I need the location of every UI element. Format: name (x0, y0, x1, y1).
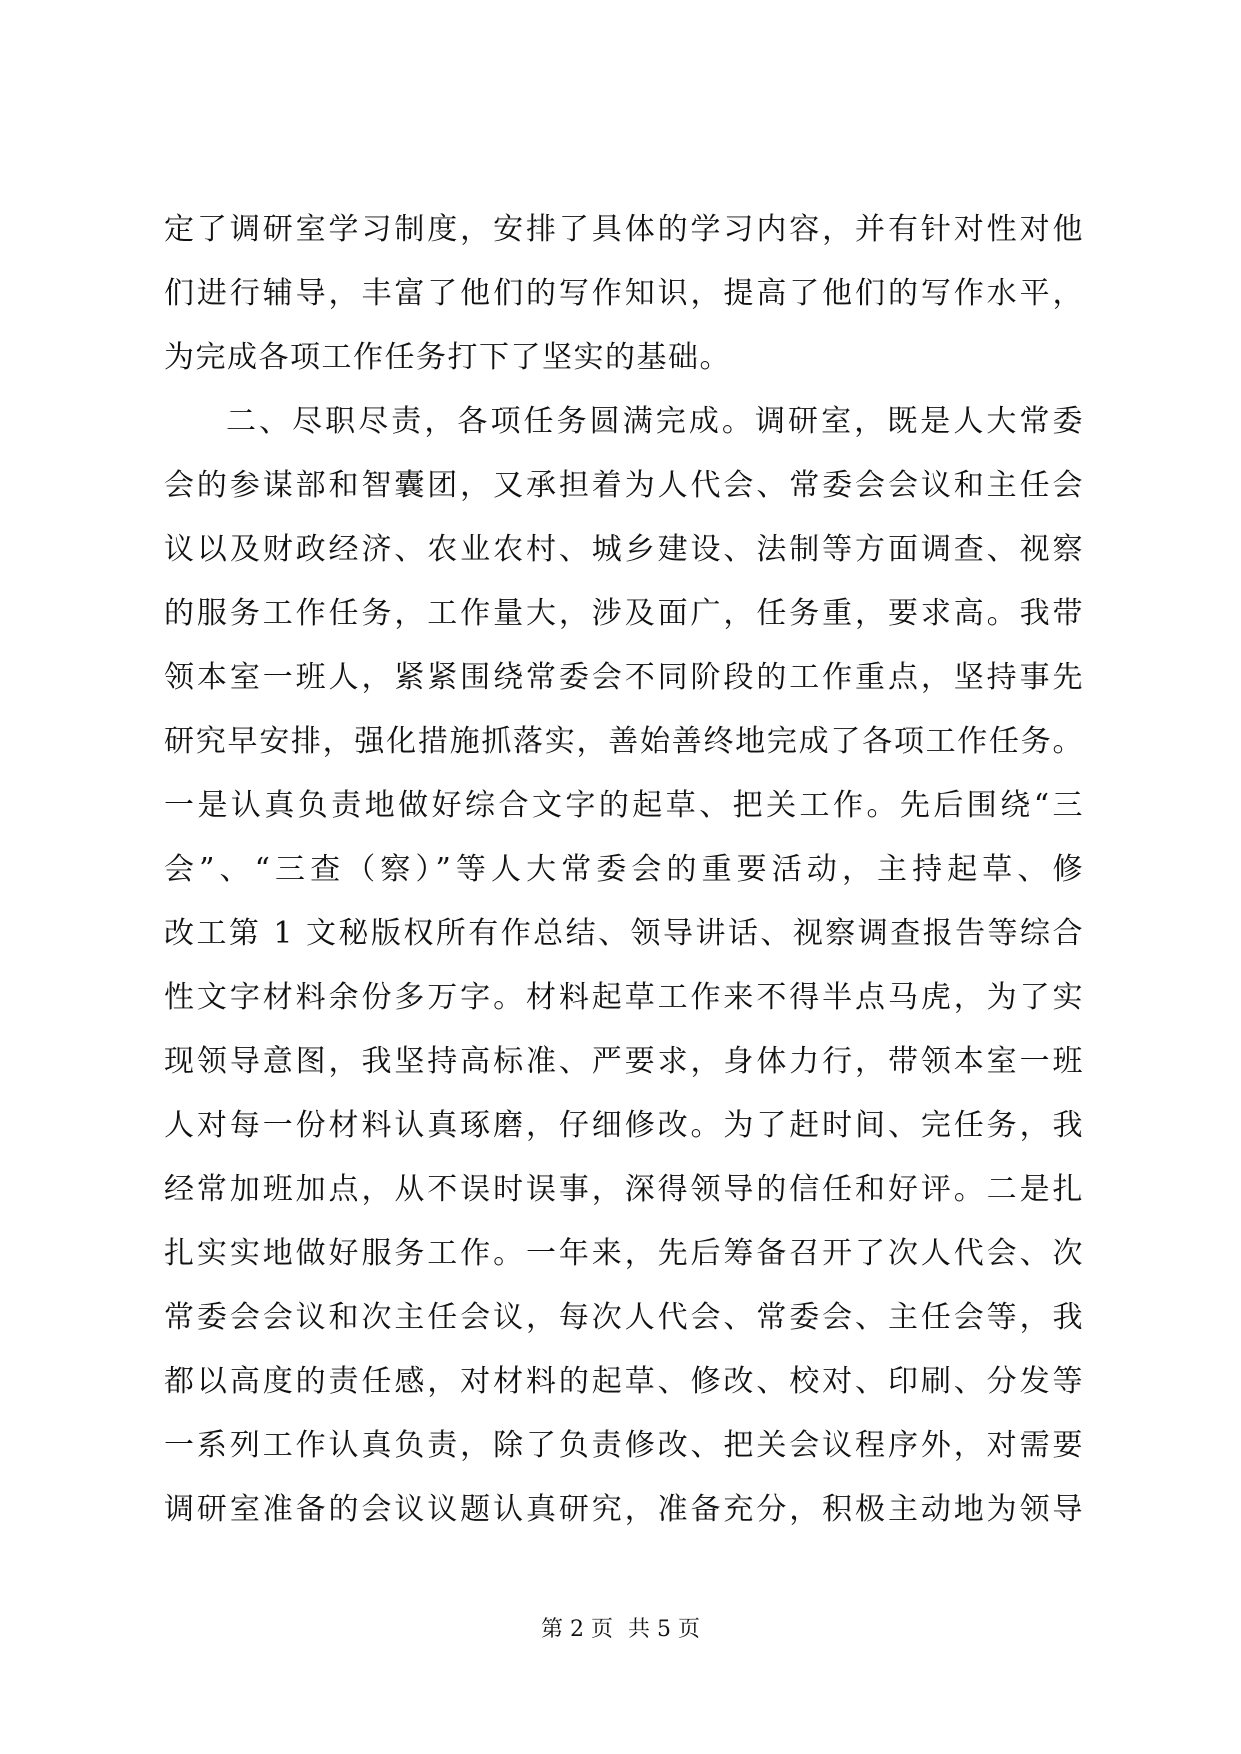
text-line: 们进行辅导，丰富了他们的写作知识，提高了他们的写作水平， (164, 276, 1084, 311)
text-line: 扎实实地做好服务工作。一年来，先后筹备召开了次人代会、次 (164, 1236, 1084, 1271)
text-line: 一系列工作认真负责，除了负责修改、把关会议程序外，对需要 (164, 1428, 1084, 1463)
text-line: 现领导意图，我坚持高标准、严要求，身体力行，带领本室一班 (164, 1044, 1084, 1079)
text-line: 改工第 1 文秘版权所有作总结、领导讲话、视察调查报告等综合 (164, 916, 1084, 951)
text-line: 领本室一班人，紧紧围绕常委会不同阶段的工作重点，坚持事先 (164, 660, 1084, 695)
page-number: 第 2 页 (541, 1617, 613, 1642)
paragraph-start-line: 二、尽职尽责，各项任务圆满完成。调研室，既是人大常委 (226, 404, 1084, 439)
body-text (164, 198, 1084, 1542)
text-line: 人对每一份材料认真琢磨，仔细修改。为了赶时间、完任务，我 (164, 1108, 1084, 1143)
text-line: 都以高度的责任感，对材料的起草、修改、校对、印刷、分发等 (164, 1364, 1084, 1399)
text-line: 调研室准备的会议议题认真研究，准备充分，积极主动地为领导 (164, 1492, 1084, 1527)
page-footer (0, 1612, 1241, 1643)
text-line: 一是认真负责地做好综合文字的起草、把关工作。先后围绕“三 (164, 788, 1084, 823)
text-line: 的服务工作任务，工作量大，涉及面广，任务重，要求高。我带 (164, 596, 1084, 631)
text-line: 为完成各项工作任务打下了坚实的基础。 (164, 340, 731, 375)
text-line: 会”、“三查（察）”等人大常委会的重要活动，主持起草、修 (164, 852, 1084, 887)
text-line: 定了调研室学习制度，安排了具体的学习内容，并有针对性对他 (164, 212, 1084, 247)
page-total: 共 5 页 (628, 1617, 700, 1642)
text-line: 会的参谋部和智囊团，又承担着为人代会、常委会会议和主任会 (164, 468, 1084, 503)
text-line: 常委会会议和次主任会议，每次人代会、常委会、主任会等，我 (164, 1300, 1084, 1335)
text-line: 性文字材料余份多万字。材料起草工作来不得半点马虎，为了实 (164, 980, 1084, 1015)
text-line: 经常加班加点，从不误时误事，深得领导的信任和好评。二是扎 (164, 1172, 1084, 1207)
text-line: 议以及财政经济、农业农村、城乡建设、法制等方面调查、视察 (164, 532, 1084, 567)
text-line: 研究早安排，强化措施抓落实，善始善终地完成了各项工作任务。 (164, 724, 1084, 759)
